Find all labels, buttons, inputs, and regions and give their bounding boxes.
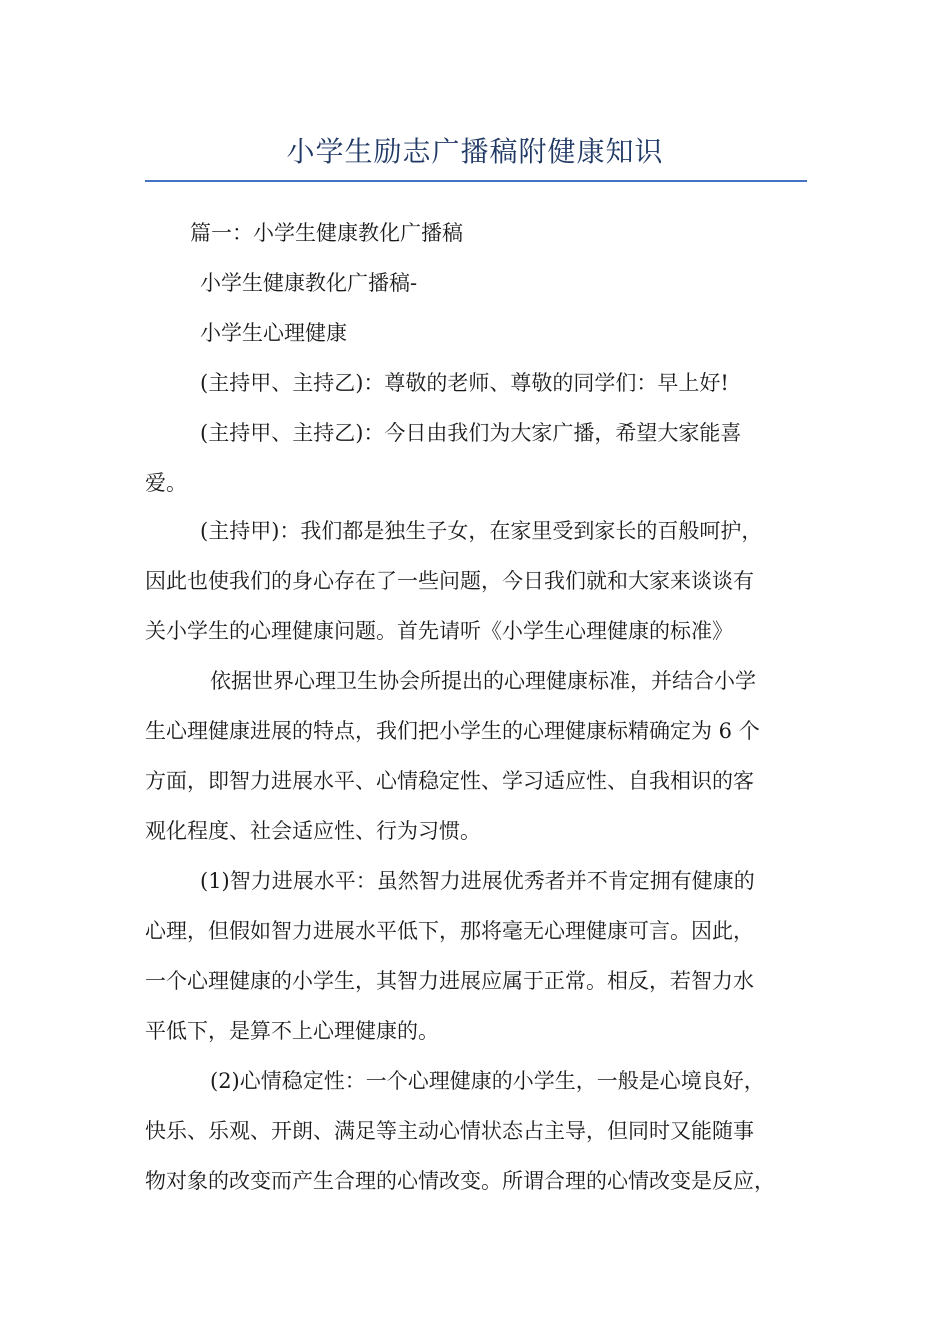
paragraph-line: (2)心情稳定性：一个心理健康的小学生，一般是心境良好， [210, 1069, 765, 1093]
paragraph-line: (主持甲)：我们都是独生子女，在家里受到家长的百般呵护， [200, 519, 763, 543]
paragraph-line: 爱。 [145, 471, 187, 495]
paragraph-line: (1)智力进展水平：虽然智力进展优秀者并不肯定拥有健康的 [200, 869, 755, 893]
paragraph-line: 一个心理健康的小学生，其智力进展应属于正常。相反，若智力水 [145, 969, 754, 993]
title-underline [145, 180, 807, 182]
paragraph-line: 关小学生的心理健康问题。首先请听《小学生心理健康的标准》 [145, 619, 733, 643]
paragraph-line: (主持甲、主持乙)：今日由我们为大家广播，希望大家能喜 [200, 421, 742, 445]
section-heading: 篇一：小学生健康教化广播稿 [190, 221, 463, 245]
subheading: 小学生健康教化广播稿- [200, 271, 418, 295]
document-title: 小学生励志广播稿附健康知识 [286, 135, 664, 168]
paragraph-line: 心理，但假如智力进展水平低下，那将毫无心理健康可言。因此， [145, 919, 754, 943]
paragraph-line: 依据世界心理卫生协会所提出的心理健康标准，并结合小学 [210, 669, 756, 693]
paragraph-line: 因此也使我们的身心存在了一些问题，今日我们就和大家来谈谈有 [145, 569, 754, 593]
paragraph-line: 生心理健康进展的特点，我们把小学生的心理健康标精确定为 6 个 [145, 719, 760, 743]
paragraph-line: (主持甲、主持乙)：尊敬的老师、尊敬的同学们：早上好! [200, 371, 729, 395]
paragraph-line: 平低下，是算不上心理健康的。 [145, 1019, 439, 1043]
paragraph-line: 方面，即智力进展水平、心情稳定性、学习适应性、自我相识的客 [145, 769, 754, 793]
paragraph-line: 物对象的改变而产生合理的心情改变。所谓合理的心情改变是反应， [145, 1169, 775, 1193]
paragraph-line: 观化程度、社会适应性、行为习惯。 [145, 819, 481, 843]
subheading: 小学生心理健康 [200, 321, 347, 345]
paragraph-line: 快乐、乐观、开朗、满足等主动心情状态占主导，但同时又能随事 [145, 1119, 754, 1143]
